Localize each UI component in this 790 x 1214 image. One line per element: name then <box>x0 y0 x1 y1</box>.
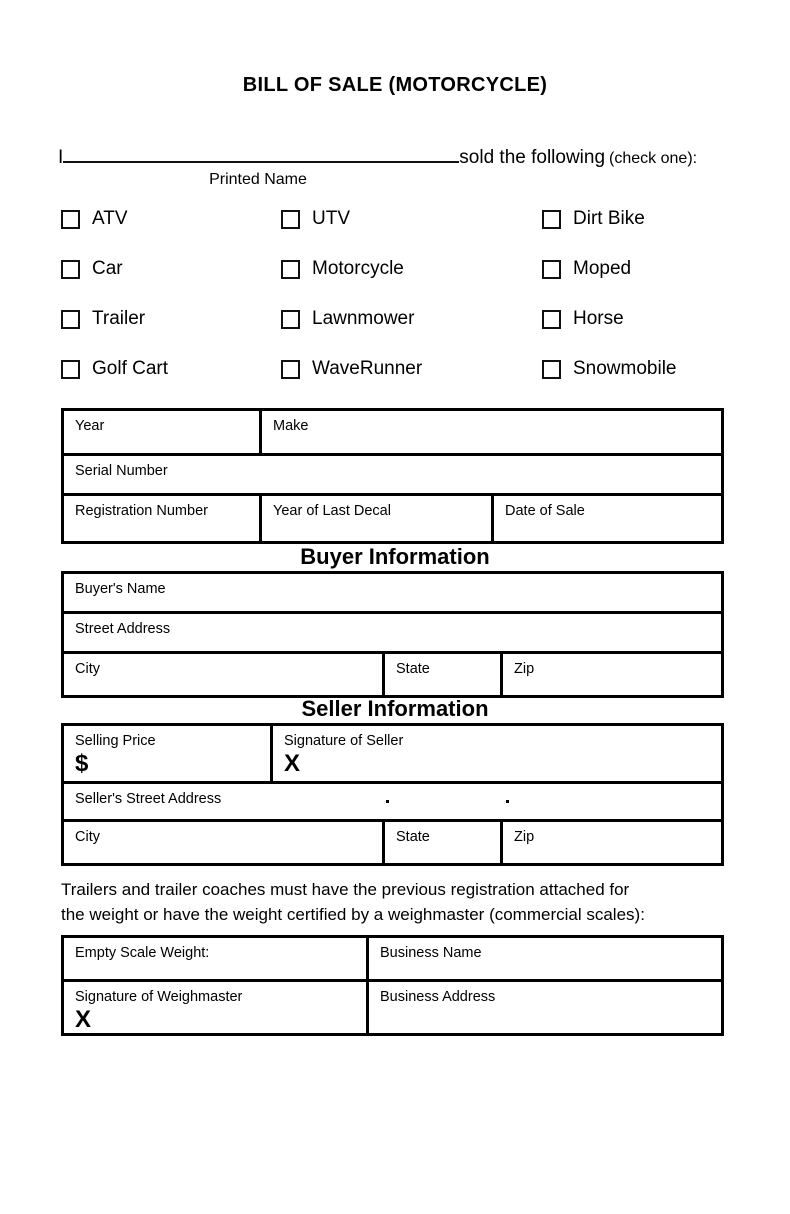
field-selling-price[interactable] <box>64 726 273 781</box>
checkbox-item-waverunner[interactable] <box>281 358 542 380</box>
field-label: City <box>75 661 100 677</box>
checkbox-label: UTV <box>312 208 350 229</box>
field-label: State <box>396 661 430 677</box>
field-buyer-street-address[interactable] <box>64 614 721 651</box>
table-row <box>64 982 721 1033</box>
checkbox-label: Lawnmower <box>312 308 415 329</box>
checkbox-item-utv[interactable] <box>281 208 542 230</box>
checkbox-row <box>61 358 741 408</box>
checkbox-icon[interactable] <box>281 210 300 229</box>
printed-name-caption: Printed Name <box>209 171 307 188</box>
field-label: Year of Last Decal <box>273 503 391 519</box>
checkbox-label: Dirt Bike <box>573 208 645 229</box>
checkbox-icon[interactable] <box>61 210 80 229</box>
checkbox-row <box>61 258 741 308</box>
checkbox-label: Trailer <box>92 308 146 329</box>
table-row <box>64 784 721 822</box>
field-label: Make <box>273 418 309 434</box>
checkbox-icon[interactable] <box>61 360 80 379</box>
field-label: Date of Sale <box>505 503 585 519</box>
checkbox-label: Golf Cart <box>92 358 169 379</box>
field-buyer-city[interactable] <box>64 654 385 695</box>
field-empty-scale-weight[interactable] <box>64 938 369 979</box>
field-year[interactable] <box>64 411 262 453</box>
field-year-of-last-decal[interactable] <box>262 496 494 541</box>
field-make[interactable] <box>262 411 721 453</box>
checkbox-icon[interactable] <box>542 210 561 229</box>
field-business-address[interactable] <box>369 982 721 1033</box>
field-label: Business Address <box>380 989 496 1005</box>
field-label: Business Name <box>380 945 482 961</box>
check-one-text: (check one): <box>609 150 698 167</box>
checkbox-label: Car <box>92 258 123 279</box>
stray-dot-mark <box>386 800 389 803</box>
checkbox-icon[interactable] <box>281 360 300 379</box>
checkbox-label: WaveRunner <box>312 358 423 379</box>
vehicle-type-checkbox-grid <box>61 208 741 408</box>
sold-the-following-text: sold the following <box>459 147 606 168</box>
checkbox-row <box>61 308 741 358</box>
field-serial-number[interactable] <box>64 456 721 493</box>
checkbox-label: Moped <box>573 258 632 279</box>
page-title: BILL OF SALE (MOTORCYCLE) <box>242 74 548 96</box>
field-business-name[interactable] <box>369 938 721 979</box>
trailer-note-line-1: Trailers and trailer coaches must have the previous registration attached for <box>61 880 630 899</box>
field-signature-of-weighmaster[interactable] <box>64 982 369 1033</box>
table-row <box>64 574 721 614</box>
signature-x-mark: X <box>75 1006 92 1033</box>
field-label: Signature of Weighmaster <box>75 989 243 1005</box>
checkbox-icon[interactable] <box>61 310 80 329</box>
checkbox-item-lawnmower[interactable] <box>281 308 542 330</box>
checkbox-icon[interactable] <box>542 260 561 279</box>
checkbox-item-horse[interactable] <box>542 308 741 330</box>
checkbox-row <box>61 208 741 258</box>
checkbox-label: Motorcycle <box>312 258 404 279</box>
stray-dot-mark <box>506 800 509 803</box>
field-label: Registration Number <box>75 503 208 519</box>
trailer-note-line-2: the weight or have the weight certified by a weighmaster (commercial scales): <box>61 905 645 924</box>
checkbox-item-snowmobile[interactable] <box>542 358 741 380</box>
field-label: State <box>396 829 430 845</box>
field-registration-number[interactable] <box>64 496 262 541</box>
seller-information-table <box>61 723 724 866</box>
checkbox-item-golf-cart[interactable] <box>61 358 281 380</box>
field-date-of-sale[interactable] <box>494 496 721 541</box>
checkbox-item-atv[interactable] <box>61 208 281 230</box>
field-seller-city[interactable] <box>64 822 385 863</box>
printed-name-input[interactable] <box>63 143 459 163</box>
checkbox-item-car[interactable] <box>61 258 281 280</box>
table-row <box>64 726 721 784</box>
field-buyer-state[interactable] <box>385 654 503 695</box>
weighmaster-table <box>61 935 724 1036</box>
field-signature-of-seller[interactable] <box>273 726 721 781</box>
field-seller-street-address[interactable] <box>64 784 721 819</box>
vehicle-information-table <box>61 408 724 544</box>
buyer-information-table <box>61 571 724 698</box>
field-label: Zip <box>514 829 535 845</box>
field-label: Zip <box>514 661 535 677</box>
checkbox-icon[interactable] <box>542 360 561 379</box>
checkbox-icon[interactable] <box>281 310 300 329</box>
field-label: Street Address <box>75 621 171 637</box>
table-row <box>64 496 721 541</box>
signature-x-mark: X <box>284 750 301 777</box>
field-seller-state[interactable] <box>385 822 503 863</box>
table-row <box>64 938 721 982</box>
seller-information-heading: Seller Information <box>301 696 489 721</box>
field-label: Empty Scale Weight: <box>75 945 210 961</box>
checkbox-label: Snowmobile <box>573 358 677 379</box>
currency-symbol: $ <box>75 750 89 777</box>
trailer-weight-note <box>61 877 741 927</box>
checkbox-label: ATV <box>92 208 128 229</box>
checkbox-icon[interactable] <box>281 260 300 279</box>
field-seller-zip[interactable] <box>503 822 721 863</box>
field-label: Serial Number <box>75 463 168 479</box>
checkbox-item-dirt-bike[interactable] <box>542 208 741 230</box>
buyer-information-heading: Buyer Information <box>300 544 490 569</box>
checkbox-item-trailer[interactable] <box>61 308 281 330</box>
checkbox-icon[interactable] <box>542 310 561 329</box>
checkbox-label: Horse <box>573 308 624 329</box>
intro-pronoun: I <box>58 147 64 168</box>
seller-declaration-line <box>58 143 738 169</box>
field-buyer-name[interactable] <box>64 574 721 611</box>
table-row <box>64 456 721 496</box>
field-label: City <box>75 829 100 845</box>
checkbox-icon[interactable] <box>61 260 80 279</box>
checkbox-item-moped[interactable] <box>542 258 741 280</box>
field-buyer-zip[interactable] <box>503 654 721 695</box>
field-label: Buyer's Name <box>75 581 166 597</box>
table-row <box>64 614 721 654</box>
table-row <box>64 822 721 863</box>
table-row <box>64 654 721 695</box>
field-label: Year <box>75 418 105 434</box>
field-label: Signature of Seller <box>284 733 404 749</box>
field-label: Selling Price <box>75 733 156 749</box>
table-row <box>64 411 721 456</box>
checkbox-item-motorcycle[interactable] <box>281 258 542 280</box>
field-label: Seller's Street Address <box>75 791 222 807</box>
